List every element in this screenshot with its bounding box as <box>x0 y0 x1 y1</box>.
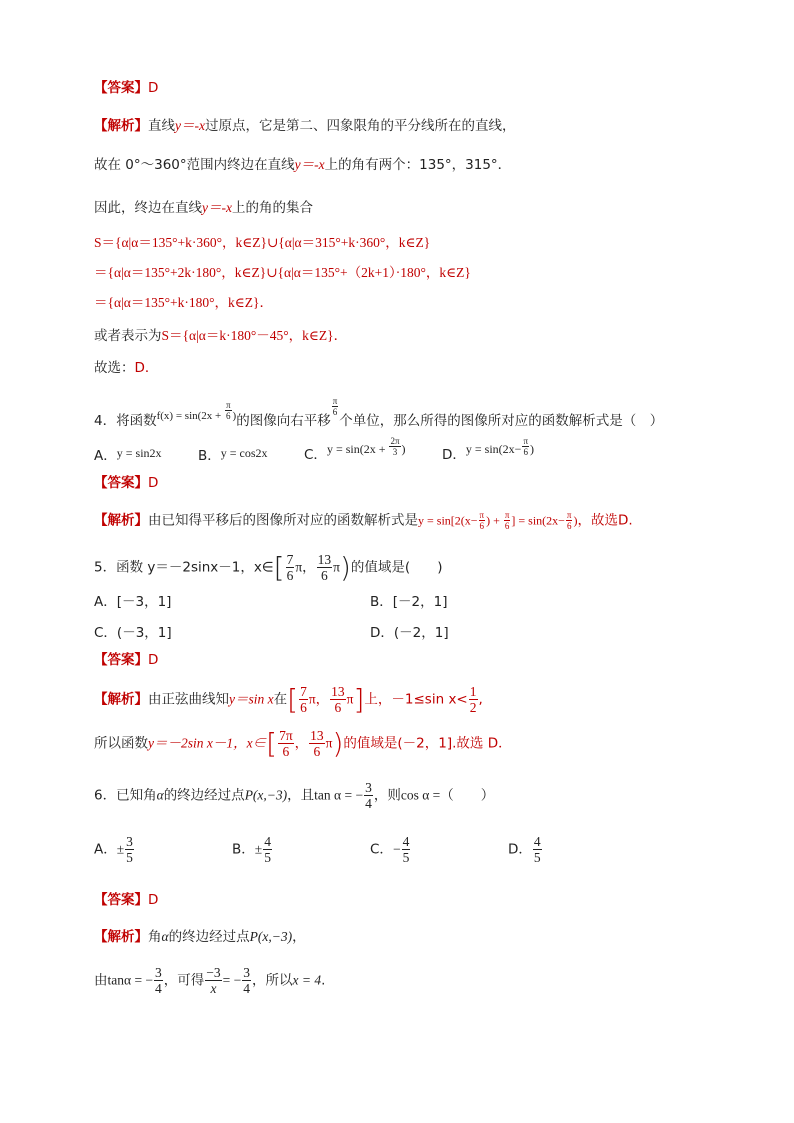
num: 7 <box>300 684 307 699</box>
den: 6 <box>286 568 294 583</box>
q6-option-a[interactable] <box>94 834 135 865</box>
fraction <box>125 834 134 865</box>
text: 4．将函数 <box>94 413 157 429</box>
text: ，所以 <box>252 972 293 989</box>
point: P(x,−3) <box>244 787 288 803</box>
answer-tag: 【答案】 <box>94 892 148 908</box>
fraction <box>504 510 511 531</box>
text: 的终边经过点 <box>163 787 245 804</box>
function: f(x) = sin(2x + <box>156 410 224 422</box>
value: y = cos2x <box>220 446 268 460</box>
text: 个单位，那么所得的图像所对应的函数解析式是（ ） <box>339 413 664 429</box>
num: −3 <box>206 965 221 980</box>
pi: π <box>308 691 316 707</box>
fraction <box>309 728 325 759</box>
num: 13 <box>310 728 324 743</box>
text: 的图像向右平移 <box>236 413 331 429</box>
equation: y＝-x <box>294 157 325 172</box>
text: 或者表示为 <box>94 328 162 344</box>
comma: ， <box>302 559 316 576</box>
equation: S＝{α|α＝k·180°－45°，k∈Z}． <box>161 328 348 343</box>
cos: cos α = <box>400 787 441 803</box>
answer-value: D <box>148 80 159 96</box>
text: 因此，终边在直线 <box>94 200 202 216</box>
pi: π <box>333 559 340 575</box>
den: 5 <box>402 850 410 865</box>
q3-answer <box>94 79 158 97</box>
comma: ， <box>294 735 309 752</box>
den: 2 <box>469 700 477 715</box>
num: 2π <box>390 436 400 446</box>
q3-analysis-line-2 <box>94 156 511 174</box>
den: 5 <box>264 850 271 865</box>
q4-option-b[interactable] <box>198 444 268 464</box>
q5-option-c[interactable]: C．(－3，1] <box>94 625 172 641</box>
pi: π <box>346 691 354 707</box>
text: ，可得 <box>163 972 205 989</box>
den: 4 <box>155 981 162 996</box>
pi: π <box>295 559 303 575</box>
fraction <box>154 965 163 996</box>
fraction <box>402 834 411 865</box>
num: π <box>479 510 485 520</box>
text: ，且 <box>287 787 315 804</box>
q4-option-a[interactable] <box>94 444 162 464</box>
text: 故选： <box>94 360 135 376</box>
q5-option-a[interactable]: A．[－3，1] <box>94 594 172 610</box>
equals: = − <box>222 972 242 988</box>
analysis-tag: 【解析】 <box>94 512 148 529</box>
q6-option-d[interactable] <box>508 834 543 865</box>
q6-option-b[interactable] <box>232 834 273 865</box>
equation: y＝sin x <box>229 691 274 707</box>
q3-set-line-1: S＝{α|α＝135°+k·360°，k∈Z}∪{α|α＝315°+k·360°，k∈Z} <box>94 235 431 250</box>
text: 所以函数 <box>94 735 148 752</box>
pi: π <box>325 735 333 751</box>
den: 4 <box>365 796 372 811</box>
text: 的值域是(－2，1].故选 D． <box>343 735 512 752</box>
den: 6 <box>226 411 231 421</box>
inequality: 上，－1≤sin x< <box>364 691 468 708</box>
den: 6 <box>321 568 328 583</box>
sign: ± <box>116 841 125 857</box>
alpha: α <box>161 929 169 944</box>
num: 13 <box>331 684 345 699</box>
q5-analysis-line-1: 【解析】由正弦曲线知y＝sin x在[ $\frac{7}{6}$ π， $\frac{13}{6}$ π]上，－1≤sin x< $\frac{1}{2}$ , <box>94 682 483 716</box>
num: 3 <box>155 965 162 980</box>
q4-stem: 4．将函数$^{f(x) = sin(2x +}$ $\frac{\pi}{6}$ )的图像向右平移 $\frac{\pi}{6}$ 个单位，那么所得的图像所对应的函数解析式是（ ） <box>94 396 664 429</box>
answer-value: D <box>148 652 159 668</box>
label: B． <box>198 448 221 464</box>
den: 6 <box>282 744 290 759</box>
value: y = sin(2x− <box>465 442 522 456</box>
text: ，故选D. <box>577 512 633 529</box>
sign: ± <box>254 841 263 857</box>
text: 5．函数 y＝－2sinx－1，x∈ <box>94 559 274 576</box>
q4-option-c[interactable]: C．y = sin(2x + $\frac{2\pi}{3}$ ) <box>304 436 406 463</box>
num: π <box>504 510 510 520</box>
q6-analysis-line-2 <box>94 965 325 996</box>
num: 7 <box>286 552 294 567</box>
text: 上的角有两个：135°，315°． <box>324 157 512 173</box>
den: 6 <box>523 447 528 457</box>
q4-option-d[interactable]: D．y = sin(2x− $\frac{\pi}{6}$ ) <box>442 436 534 463</box>
choice: D． <box>134 360 159 376</box>
q3-choose <box>94 359 158 377</box>
den: 6 <box>334 700 342 715</box>
num: π <box>226 400 231 410</box>
q5-stem: 5．函数 y＝－2sinx－1，x∈[ $\frac{7}{6}$ π， $\frac{13}{6}$ π)的值域是( ) <box>94 550 443 584</box>
alpha: α <box>156 787 164 803</box>
q6-answer <box>94 891 158 909</box>
q5-option-b[interactable]: B．[－2，1] <box>370 594 448 610</box>
text: 由 <box>94 972 108 989</box>
label: B． <box>232 841 255 858</box>
point: P(x,−3) <box>249 929 293 944</box>
q3-set-line-2: ＝{α|α＝135°+2k·180°，k∈Z}∪{α|α＝135°+（2k+1）·180°，k∈Z} <box>94 265 471 280</box>
text: 直线 <box>148 118 175 134</box>
fraction <box>332 396 339 417</box>
fraction <box>469 684 478 715</box>
den: 6 <box>313 744 321 759</box>
text: 故在 0°～360°范围内终边在直线 <box>94 157 295 173</box>
q6-stem <box>94 780 494 811</box>
den: 6 <box>479 521 485 531</box>
fraction <box>330 684 346 715</box>
equation: y＝-x <box>175 118 205 133</box>
answer-value: D <box>148 892 159 908</box>
text: 上的角的集合 <box>231 200 313 216</box>
analysis-tag: 【解析】 <box>94 691 148 708</box>
fraction <box>479 510 486 531</box>
q3-analysis-line-1 <box>94 117 515 135</box>
num: π <box>523 436 528 446</box>
den: 3 <box>392 447 398 457</box>
den: 5 <box>533 850 541 865</box>
answer-tag: 【答案】 <box>94 80 148 96</box>
den: x <box>210 981 217 996</box>
fraction <box>299 684 308 715</box>
fraction <box>566 510 573 531</box>
period: . <box>321 972 326 989</box>
label: A． <box>94 448 117 464</box>
answer-value: D <box>148 475 159 491</box>
label: A． <box>94 841 117 858</box>
expr: ) + <box>486 513 503 528</box>
text: 由已知得平移后的图像所对应的函数解析式是 <box>148 512 418 529</box>
text: 角 <box>148 929 162 945</box>
num: 3 <box>365 780 372 795</box>
fraction <box>286 552 295 583</box>
text: 过原点，它是第二、四象限角的平分线所在的直线， <box>204 118 516 134</box>
expr: ] = sin(2x− <box>511 513 565 528</box>
q5-option-d[interactable]: D．(－2，1] <box>370 625 449 641</box>
num: 3 <box>243 965 251 980</box>
q6-analysis-line-1 <box>94 928 306 946</box>
den: 4 <box>243 981 251 996</box>
fraction <box>364 780 373 811</box>
text: （ ） <box>440 787 495 804</box>
fraction <box>225 400 232 421</box>
den: 6 <box>300 700 307 715</box>
fraction <box>263 834 272 865</box>
text: ，则 <box>373 787 401 804</box>
label: D． <box>508 841 532 858</box>
answer-tag: 【答案】 <box>94 475 148 491</box>
equation: y＝-x <box>202 200 232 215</box>
sign: − <box>392 841 401 857</box>
set: x∈ <box>246 735 267 751</box>
q3-alt-form <box>94 327 347 345</box>
text: 由正弦曲线知 <box>148 691 229 708</box>
fraction <box>317 552 333 583</box>
q3-set-line-3: ＝{α|α＝135°+k·180°，k∈Z}． <box>94 295 273 310</box>
fraction <box>389 436 400 457</box>
result: x = 4 <box>292 972 322 988</box>
fraction <box>242 965 251 996</box>
analysis-tag: 【解析】 <box>94 118 148 134</box>
label: C． <box>304 447 327 463</box>
text: ， <box>292 929 306 945</box>
comma: , <box>478 691 483 708</box>
den: 6 <box>332 407 338 417</box>
answer-tag: 【答案】 <box>94 652 148 668</box>
tan: tanα = − <box>107 972 154 988</box>
fraction <box>533 834 542 865</box>
num: π <box>332 396 338 406</box>
q4-analysis: 【解析】由已知得平移后的图像所对应的函数解析式是y = sin[2(x− $\frac{\pi}{6}$ ) + $\frac{\pi}{6}$ ] = sin(2x− $\frac{\pi}{6}$ )，故选D. <box>94 510 633 531</box>
value: y = sin(2x + <box>326 442 389 456</box>
text: 在 <box>273 691 288 708</box>
num: 13 <box>317 552 332 567</box>
num: 7π <box>279 728 293 743</box>
q5-answer <box>94 651 158 669</box>
q3-analysis-line-3 <box>94 199 313 217</box>
den: 6 <box>504 521 510 531</box>
text: 的值域是( ) <box>350 559 443 576</box>
fraction <box>522 436 529 457</box>
tan: tan α = − <box>314 787 364 803</box>
label: C． <box>370 841 393 858</box>
num: 3 <box>126 834 133 849</box>
num: 4 <box>402 834 410 849</box>
q6-option-c[interactable] <box>370 834 411 865</box>
q5-analysis-line-2: 所以函数y＝－2sin x－1，x∈[ $\frac{7\pi}{6}$ ， $\frac{13}{6}$ π)的值域是(－2，1].故选 D． <box>94 726 512 760</box>
text: 的终边经过点 <box>168 929 250 945</box>
label: D． <box>442 447 466 463</box>
text: 6．已知角 <box>94 787 157 804</box>
fraction <box>205 965 221 996</box>
q4-answer <box>94 474 158 492</box>
equation: y＝－2sin x－1， <box>148 735 247 751</box>
num: 1 <box>469 684 477 699</box>
expr: y = sin[2(x− <box>418 513 478 528</box>
comma: ， <box>315 691 330 708</box>
value: y = sin2x <box>116 446 162 460</box>
den: 5 <box>126 850 133 865</box>
num: π <box>566 510 572 520</box>
den: 6 <box>566 521 572 531</box>
fraction <box>278 728 294 759</box>
num: 4 <box>533 834 541 849</box>
analysis-tag: 【解析】 <box>94 929 148 945</box>
num: 4 <box>264 834 271 849</box>
